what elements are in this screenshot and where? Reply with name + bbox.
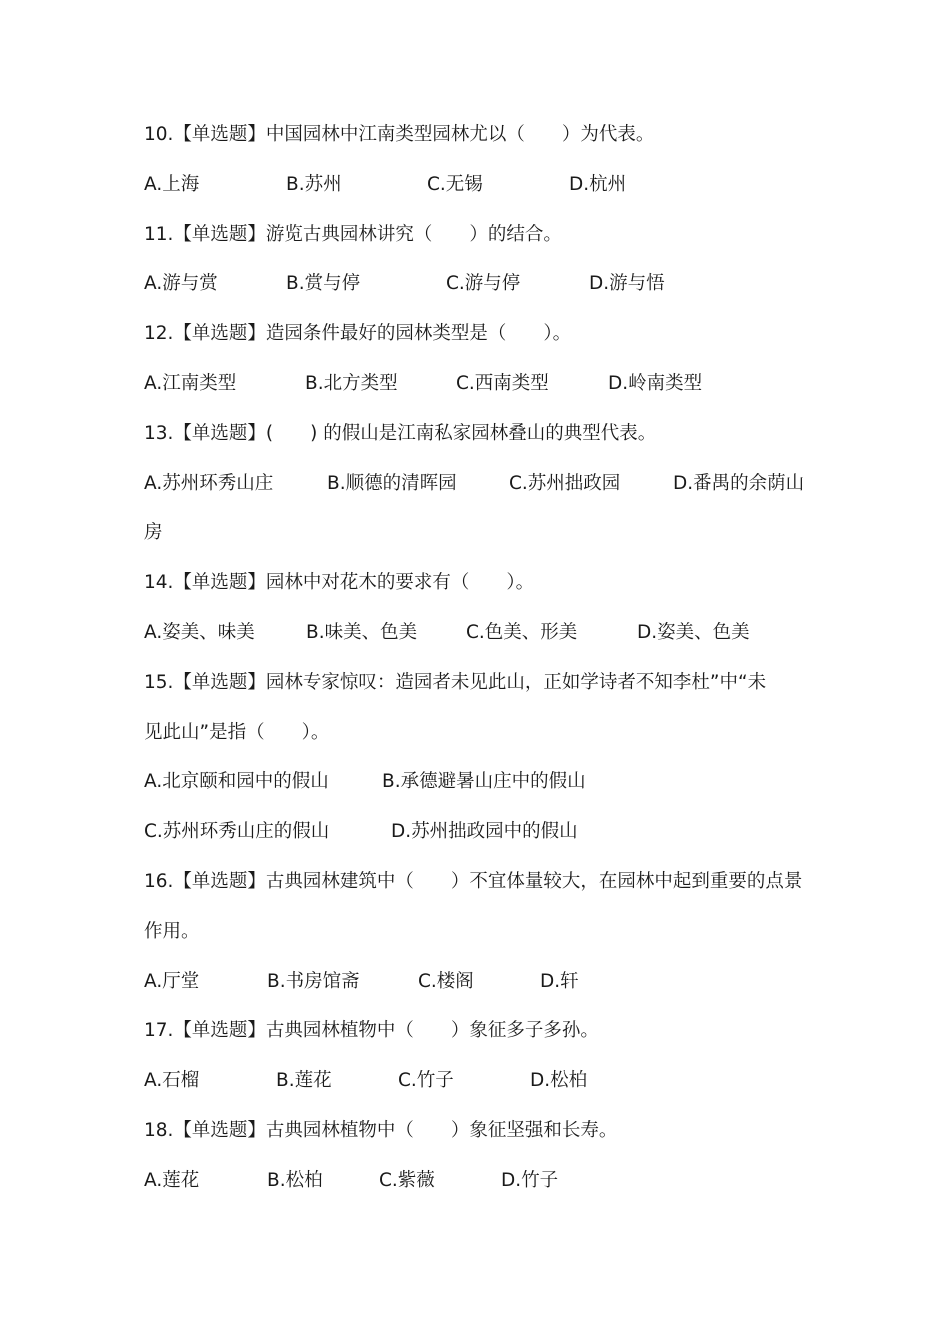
option-row (144, 459, 814, 509)
option-c: C.苏州拙政园 (509, 472, 621, 494)
option-b: B.顺德的清晖园 (327, 472, 457, 494)
option-c: C.游与停 (446, 273, 521, 295)
option-a: A.苏州环秀山庄 (144, 472, 274, 494)
question-stem: 15.【单选题】园林专家惊叹：造园者未见此山，正如学诗者不知李杜”中“未 (144, 671, 767, 693)
option-row (144, 957, 814, 1007)
option-b: B.松柏 (267, 1169, 323, 1191)
option-d: D.苏州拙政园中的假山 (391, 821, 578, 843)
question-stem: 18.【单选题】古典园林植物中（ ）象征坚强和长寿。 (144, 1119, 618, 1141)
option-b: B.赏与停 (286, 273, 361, 295)
option-d: D.岭南类型 (608, 372, 703, 394)
option-c: C.紫薇 (379, 1169, 435, 1191)
option-d: D.游与悟 (589, 273, 665, 295)
question-stem: 16.【单选题】古典园林建筑中（ ）不宜体量较大，在园林中起到重要的点景 (144, 870, 803, 892)
option-b: B.味美、色美 (306, 621, 418, 643)
option-continuation: 房 (144, 522, 163, 544)
option-row (144, 359, 814, 409)
question-list (144, 110, 814, 1206)
option-a: A.游与赏 (144, 273, 218, 295)
question-stem: 12.【单选题】造园条件最好的园林类型是（ ）。 (144, 323, 572, 345)
option-row (144, 1056, 814, 1106)
option-a: A.石榴 (144, 1070, 200, 1092)
option-b: B.承德避暑山庄中的假山 (382, 771, 586, 793)
option-row (144, 1156, 814, 1206)
option-a: A.上海 (144, 173, 200, 195)
option-d: D.杭州 (569, 173, 627, 195)
question-stem-continuation: 见此山”是指（ ）。 (144, 721, 330, 743)
question-stem-continuation: 作用。 (144, 920, 200, 942)
option-a: A.北京颐和园中的假山 (144, 771, 329, 793)
option-a: A.江南类型 (144, 372, 237, 394)
question-stem: 14.【单选题】园林中对花木的要求有（ ）。 (144, 572, 535, 594)
option-a: A.姿美、味美 (144, 621, 255, 643)
option-c: C.楼阁 (418, 970, 474, 992)
option-d: D.姿美、色美 (637, 621, 750, 643)
option-row (144, 160, 814, 210)
option-c: C.苏州环秀山庄的假山 (144, 821, 330, 843)
question-stem: 13.【单选题】( ) 的假山是江南私家园林叠山的典型代表。 (144, 422, 657, 444)
option-row (144, 259, 814, 309)
option-row (144, 757, 814, 807)
option-c: C.竹子 (398, 1070, 454, 1092)
option-row (144, 807, 814, 857)
option-c: C.色美、形美 (466, 621, 578, 643)
option-b: B.书房馆斋 (267, 970, 360, 992)
option-b: B.北方类型 (305, 372, 398, 394)
option-c: C.西南类型 (456, 372, 549, 394)
option-row (144, 608, 814, 658)
option-a: A.厅堂 (144, 970, 200, 992)
option-b: B.莲花 (276, 1070, 332, 1092)
option-d: D.番禺的余荫山 (673, 472, 805, 494)
question-stem: 11.【单选题】游览古典园林讲究（ ）的结合。 (144, 223, 562, 245)
option-d: D.轩 (540, 970, 579, 992)
option-d: D.竹子 (501, 1169, 559, 1191)
option-b: B.苏州 (286, 173, 342, 195)
option-d: D.松柏 (530, 1070, 588, 1092)
option-c: C.无锡 (427, 173, 483, 195)
option-a: A.莲花 (144, 1169, 200, 1191)
question-stem: 17.【单选题】古典园林植物中（ ）象征多子多孙。 (144, 1020, 599, 1042)
question-stem: 10.【单选题】中国园林中江南类型园林尤以（ ）为代表。 (144, 124, 655, 145)
